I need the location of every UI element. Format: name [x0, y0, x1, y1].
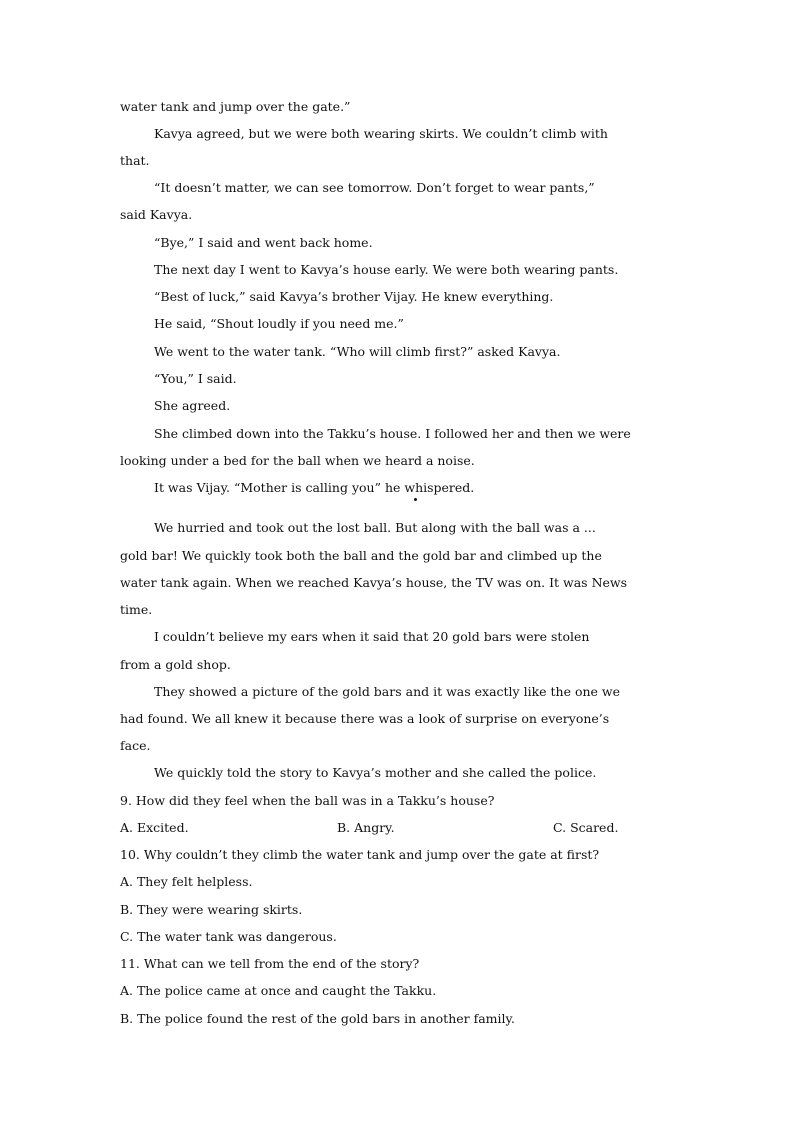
story-line: water tank and jump over the gate.”: [120, 99, 351, 114]
story-line: She climbed down into the Takku’s house. I followed her and then we were: [154, 426, 631, 441]
story-line: “You,” I said.: [154, 371, 237, 386]
story-line: said Kavya.: [120, 207, 193, 222]
story-line: looking under a bed for the ball when we heard a noise.: [120, 453, 475, 468]
story-line: We quickly told the story to Kavya’s mother and she called the police.: [154, 765, 597, 780]
story-line: had found. We all knew it because there was a look of surprise on everyone’s: [120, 711, 610, 726]
question-10-option-a: A. They felt helpless.: [120, 874, 253, 889]
story-line: time.: [120, 602, 153, 617]
story-line: We went to the water tank. “Who will climb first?” asked Kavya.: [154, 344, 561, 359]
story-line: that.: [120, 153, 150, 168]
question-9-option-c: C. Scared.: [553, 820, 619, 835]
story-line: I couldn’t believe my ears when it said that 20 gold bars were stolen: [154, 629, 590, 644]
story-line: “Best of luck,” said Kavya’s brother Vijay. He knew everything.: [154, 289, 554, 304]
story-line: The next day I went to Kavya’s house early. We were both wearing pants.: [154, 262, 619, 277]
question-9-option-b: B. Angry.: [337, 820, 395, 835]
story-line: We hurried and took out the lost ball. But along with the ball was a ...: [154, 520, 596, 535]
story-line: “It doesn’t matter, we can see tomorrow. Don’t forget to wear pants,”: [154, 180, 595, 195]
question-9-option-a: A. Excited.: [120, 820, 189, 835]
story-line: Kavya agreed, but we were both wearing skirts. We couldn’t climb with: [154, 126, 608, 141]
story-line: “Bye,” I said and went back home.: [154, 235, 373, 250]
stray-dot-mark: [414, 498, 417, 501]
story-line: face.: [120, 738, 151, 753]
story-line: He said, “Shout loudly if you need me.”: [154, 316, 404, 331]
question-11-stem: 11. What can we tell from the end of the story?: [120, 956, 420, 971]
question-11-option-b: B. The police found the rest of the gold bars in another family.: [120, 1011, 515, 1026]
question-11-option-a: A. The police came at once and caught the Takku.: [120, 983, 437, 998]
question-10-stem: 10. Why couldn’t they climb the water tank and jump over the gate at first?: [120, 847, 600, 862]
question-10-option-c: C. The water tank was dangerous.: [120, 929, 337, 944]
story-line: gold bar! We quickly took both the ball and the gold bar and climbed up the: [120, 548, 602, 563]
story-line: It was Vijay. “Mother is calling you” he whispered.: [154, 480, 475, 495]
story-line: from a gold shop.: [120, 657, 231, 672]
story-line: She agreed.: [154, 398, 231, 413]
question-9-stem: 9. How did they feel when the ball was in a Takku’s house?: [120, 793, 495, 808]
question-10-option-b: B. They were wearing skirts.: [120, 902, 303, 917]
story-line: They showed a picture of the gold bars and it was exactly like the one we: [154, 684, 621, 699]
story-line: water tank again. When we reached Kavya’s house, the TV was on. It was News: [120, 575, 628, 590]
